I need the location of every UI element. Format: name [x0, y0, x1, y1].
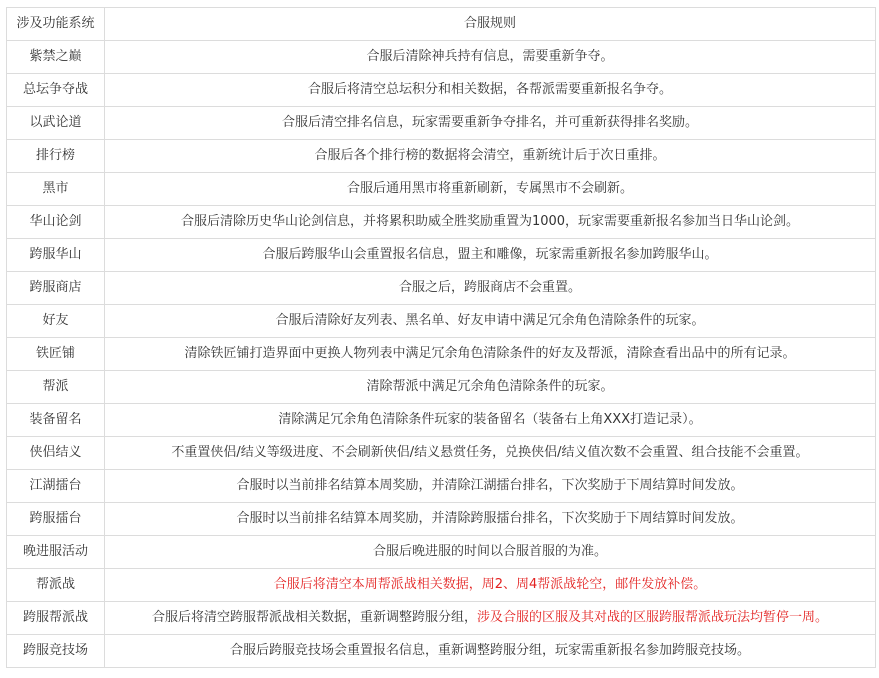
- rule-cell: 合服后各个排行榜的数据将会清空，重新统计后于次日重排。: [105, 140, 876, 173]
- system-cell: 跨服竞技场: [7, 635, 105, 668]
- rule-cell: 合服后跨服华山会重置报名信息，盟主和雕像，玩家需重新报名参加跨服华山。: [105, 239, 876, 272]
- table-row: [7, 404, 876, 437]
- rule-cell: 合服后清除好友列表、黑名单、好友申请中满足冗余角色清除条件的玩家。: [105, 305, 876, 338]
- system-cell: 侠侣结义: [7, 437, 105, 470]
- system-cell: 以武论道: [7, 107, 105, 140]
- system-cell: 跨服擂台: [7, 503, 105, 536]
- table-row: [7, 437, 876, 470]
- table-row: [7, 338, 876, 371]
- table-row: [7, 206, 876, 239]
- system-cell: 跨服帮派战: [7, 602, 105, 635]
- rule-cell: 清除满足冗余角色清除条件玩家的装备留名（装备右上角XXX打造记录）。: [105, 404, 876, 437]
- rule-cell: 合服时以当前排名结算本周奖励，并清除江湖擂台排名，下次奖励于下周结算时间发放。: [105, 470, 876, 503]
- rule-cell: 清除铁匠铺打造界面中更换人物列表中满足冗余角色清除条件的好友及帮派，清除查看出品中的所有记录。: [105, 338, 876, 371]
- rule-cell: 合服后跨服竞技场会重置报名信息，重新调整跨服分组，玩家需重新报名参加跨服竞技场。: [105, 635, 876, 668]
- rule-cell: 清除帮派中满足冗余角色清除条件的玩家。: [105, 371, 876, 404]
- header-system: 涉及功能系统: [7, 8, 105, 41]
- table-row: [7, 173, 876, 206]
- rule-cell: 不重置侠侣/结义等级进度、不会刷新侠侣/结义悬赏任务，兑换侠侣/结义值次数不会重置、组合技能不会重置。: [105, 437, 876, 470]
- rule-cell: 合服后清除历史华山论剑信息，并将累积助威全胜奖励重置为1000，玩家需要重新报名参加当日华山论剑。: [105, 206, 876, 239]
- table-row: [7, 272, 876, 305]
- system-cell: 紫禁之巅: [7, 41, 105, 74]
- rule-cell: 合服之后，跨服商店不会重置。: [105, 272, 876, 305]
- rule-cell: 合服后清除神兵持有信息，需要重新争夺。: [105, 41, 876, 74]
- table-row: [7, 635, 876, 668]
- table-header-row: [7, 8, 876, 41]
- system-cell: 装备留名: [7, 404, 105, 437]
- system-cell: 江湖擂台: [7, 470, 105, 503]
- table-row: [7, 536, 876, 569]
- table-row: [7, 140, 876, 173]
- table-row: [7, 371, 876, 404]
- rule-cell: 合服后晚进服的时间以合服首服的为准。: [105, 536, 876, 569]
- table-row: [7, 470, 876, 503]
- table-row: [7, 602, 876, 635]
- system-cell: 铁匠铺: [7, 338, 105, 371]
- rule-cell: 合服时以当前排名结算本周奖励，并清除跨服擂台排名，下次奖励于下周结算时间发放。: [105, 503, 876, 536]
- rule-text: 合服后将清空跨服帮派战相关数据，重新调整跨服分组，: [151, 610, 477, 625]
- table-row: [7, 569, 876, 602]
- system-cell: 帮派: [7, 371, 105, 404]
- table-row: [7, 107, 876, 140]
- table-row: [7, 41, 876, 74]
- table-row: [7, 239, 876, 272]
- rule-cell: 合服后清空排名信息，玩家需要重新争夺排名，并可重新获得排名奖励。: [105, 107, 876, 140]
- table-row: [7, 305, 876, 338]
- system-cell: 跨服商店: [7, 272, 105, 305]
- system-cell: 帮派战: [7, 569, 105, 602]
- rule-cell: [105, 602, 876, 635]
- table-row: [7, 503, 876, 536]
- rule-cell: 合服后将清空总坛积分和相关数据，各帮派需要重新报名争夺。: [105, 74, 876, 107]
- system-cell: 跨服华山: [7, 239, 105, 272]
- system-cell: 好友: [7, 305, 105, 338]
- rule-text-highlight: 涉及合服的区服及其对战的区服跨服帮派战玩法均暂停一周。: [477, 610, 829, 625]
- header-rule: 合服规则: [105, 8, 876, 41]
- rule-cell-highlight: 合服后将清空本周帮派战相关数据，周2、周4帮派战轮空，邮件发放补偿。: [105, 569, 876, 602]
- system-cell: 晚进服活动: [7, 536, 105, 569]
- table-row: [7, 74, 876, 107]
- system-cell: 黑市: [7, 173, 105, 206]
- rule-cell: 合服后通用黑市将重新刷新，专属黑市不会刷新。: [105, 173, 876, 206]
- merge-rules-table: [6, 7, 876, 668]
- system-cell: 总坛争夺战: [7, 74, 105, 107]
- system-cell: 华山论剑: [7, 206, 105, 239]
- system-cell: 排行榜: [7, 140, 105, 173]
